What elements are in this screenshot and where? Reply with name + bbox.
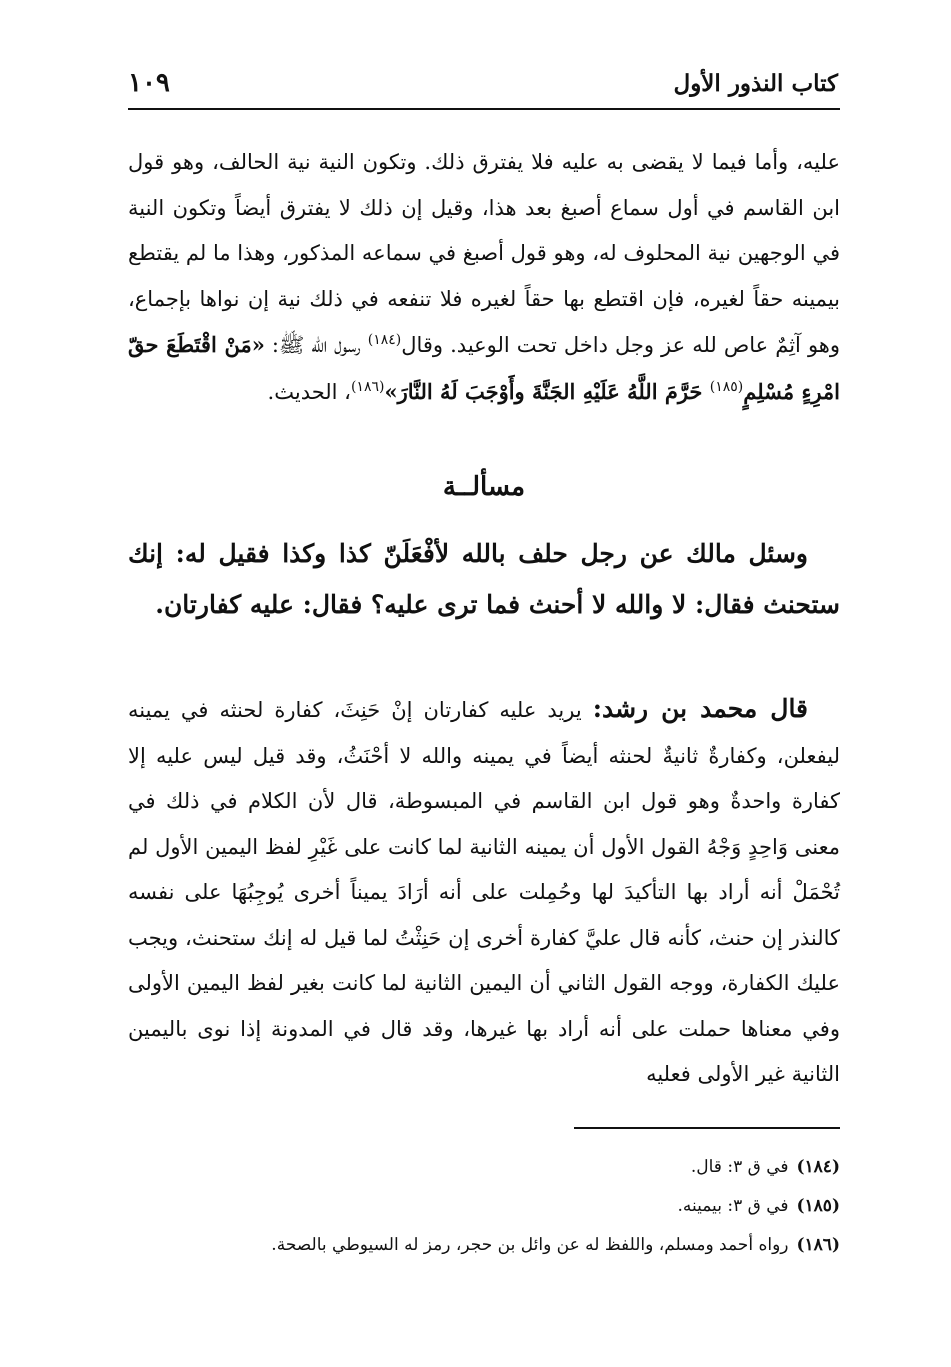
page-header — [128, 62, 838, 108]
footnote-text: في ق ٣: قال. — [690, 1157, 789, 1177]
running-title: كتاب النذور الأول — [673, 70, 838, 97]
question-paragraph — [128, 528, 840, 630]
header-rule — [128, 108, 840, 110]
footnote-185 — [128, 1187, 840, 1226]
paragraph-1-text-a: عليه، وأما فيما لا يقضى به عليه فلا يفترق ذلك. وتكون النية نية الحالف، وهو قول ابن القاسم في أول سماع أصبغ بعد هذا، وقيل إن ذلك لا يفترق أيضاً وتكون النية في الوجهين نية المحلوف له، وهو قول أصبغ في سماعه المذكور، وهذا ما لم يقتطع بيمينه حقاً لغيره، فإن اقتطع بها حقاً لغيره فلا تنفعه في ذلك نية إن نواها بإجماع، وهو آثِمٌ عاص لله عز وجل داخل تحت الوعيد. وقال — [128, 150, 841, 357]
hadith-quote-b: حَرَّمَ اللَّهُ عَلَيْهِ الجَنَّةَ وأَوْجَبَ لَهُ النَّارَ» — [384, 378, 710, 404]
question-text: وسئل مالك عن رجل حلف بالله لأفْعَلَنّ كذا وكذا فقيل له: إنك ستحنث فقال: لا والله لا أحنث فما ترى عليه؟ فقال: عليه كفارتان. — [128, 539, 840, 619]
footnote-number: (١٨٥) — [796, 1196, 840, 1216]
commentary-text: يريد عليه كفارتان إنْ حَنِثَ، كفارة لحنثه في يمينه ليفعلن، وكفارةٌ ثانيةٌ لحنثه أيضاً في يمينه والله لا أحْنَثُ، وقد قيل ليس عليه إلا كفارة واحدةٌ وهو قول ابن القاسم في المبسوطة، قال لأن الكلام في ذلك في معنى وَاحِدٍ وَجْهُ القول الأول أن يمينه الثانية لما كانت على غَيْرِ لفظ اليمين الأول لم تُحْمَلْ أنه أراد بها التأكيدَ لها وحُمِلت على أنه أرَادَ يميناً أخرى يُوجِبُهَا على نفسه كالنذر إن حنث، كأنه قال عليَّ كفارة أخرى إن حَنِثْتُ لما قيل له إنك ستحنث، ويجب عليك الكفارة، ووجه القول الثاني أن اليمين الثانية لما كانت بغير لفظ اليمين الأولى وفي معناها حملت على أنه أراد بها غيرها، وقد قال في المدونة إذا نوى باليمين الثانية غير الأولى فعليه — [128, 698, 841, 1086]
footnote-number: (١٨٦) — [796, 1235, 840, 1255]
footnote-number: (١٨٤) — [796, 1157, 840, 1177]
footnote-text: في ق ٣: بيمينه. — [677, 1196, 789, 1216]
footnote-text: رواه أحمد ومسلم، واللفظ له عن وائل بن حجر، رمز له السيوطي بالصحة. — [271, 1235, 789, 1255]
footnote-rule — [574, 1127, 840, 1129]
commentary-paragraph — [128, 686, 840, 1098]
footnote-ref-185: (١٨٥) — [709, 378, 744, 395]
footnote-184 — [128, 1148, 840, 1187]
hadith-quote-a: «مَنْ اقْتَطَعَ حقّ امْرِءٍ مُسْلِمٍ — [128, 332, 840, 404]
paragraph-1 — [128, 140, 840, 415]
footnote-ref-186: (١٨٦) — [350, 378, 385, 395]
paragraph-1-text-b: رسول الله ﷺ: — [264, 333, 368, 357]
footnotes — [128, 1148, 840, 1265]
section-heading: مسألــة — [442, 472, 526, 502]
footnote-186 — [128, 1226, 840, 1265]
page-number: ١٠٩ — [128, 68, 170, 98]
paragraph-1-text-c: ، الحديث. — [267, 379, 351, 404]
commentary-speaker: قال محمد بن رشد: — [592, 694, 809, 723]
footnote-ref-184: (١٨٤) — [367, 332, 402, 348]
